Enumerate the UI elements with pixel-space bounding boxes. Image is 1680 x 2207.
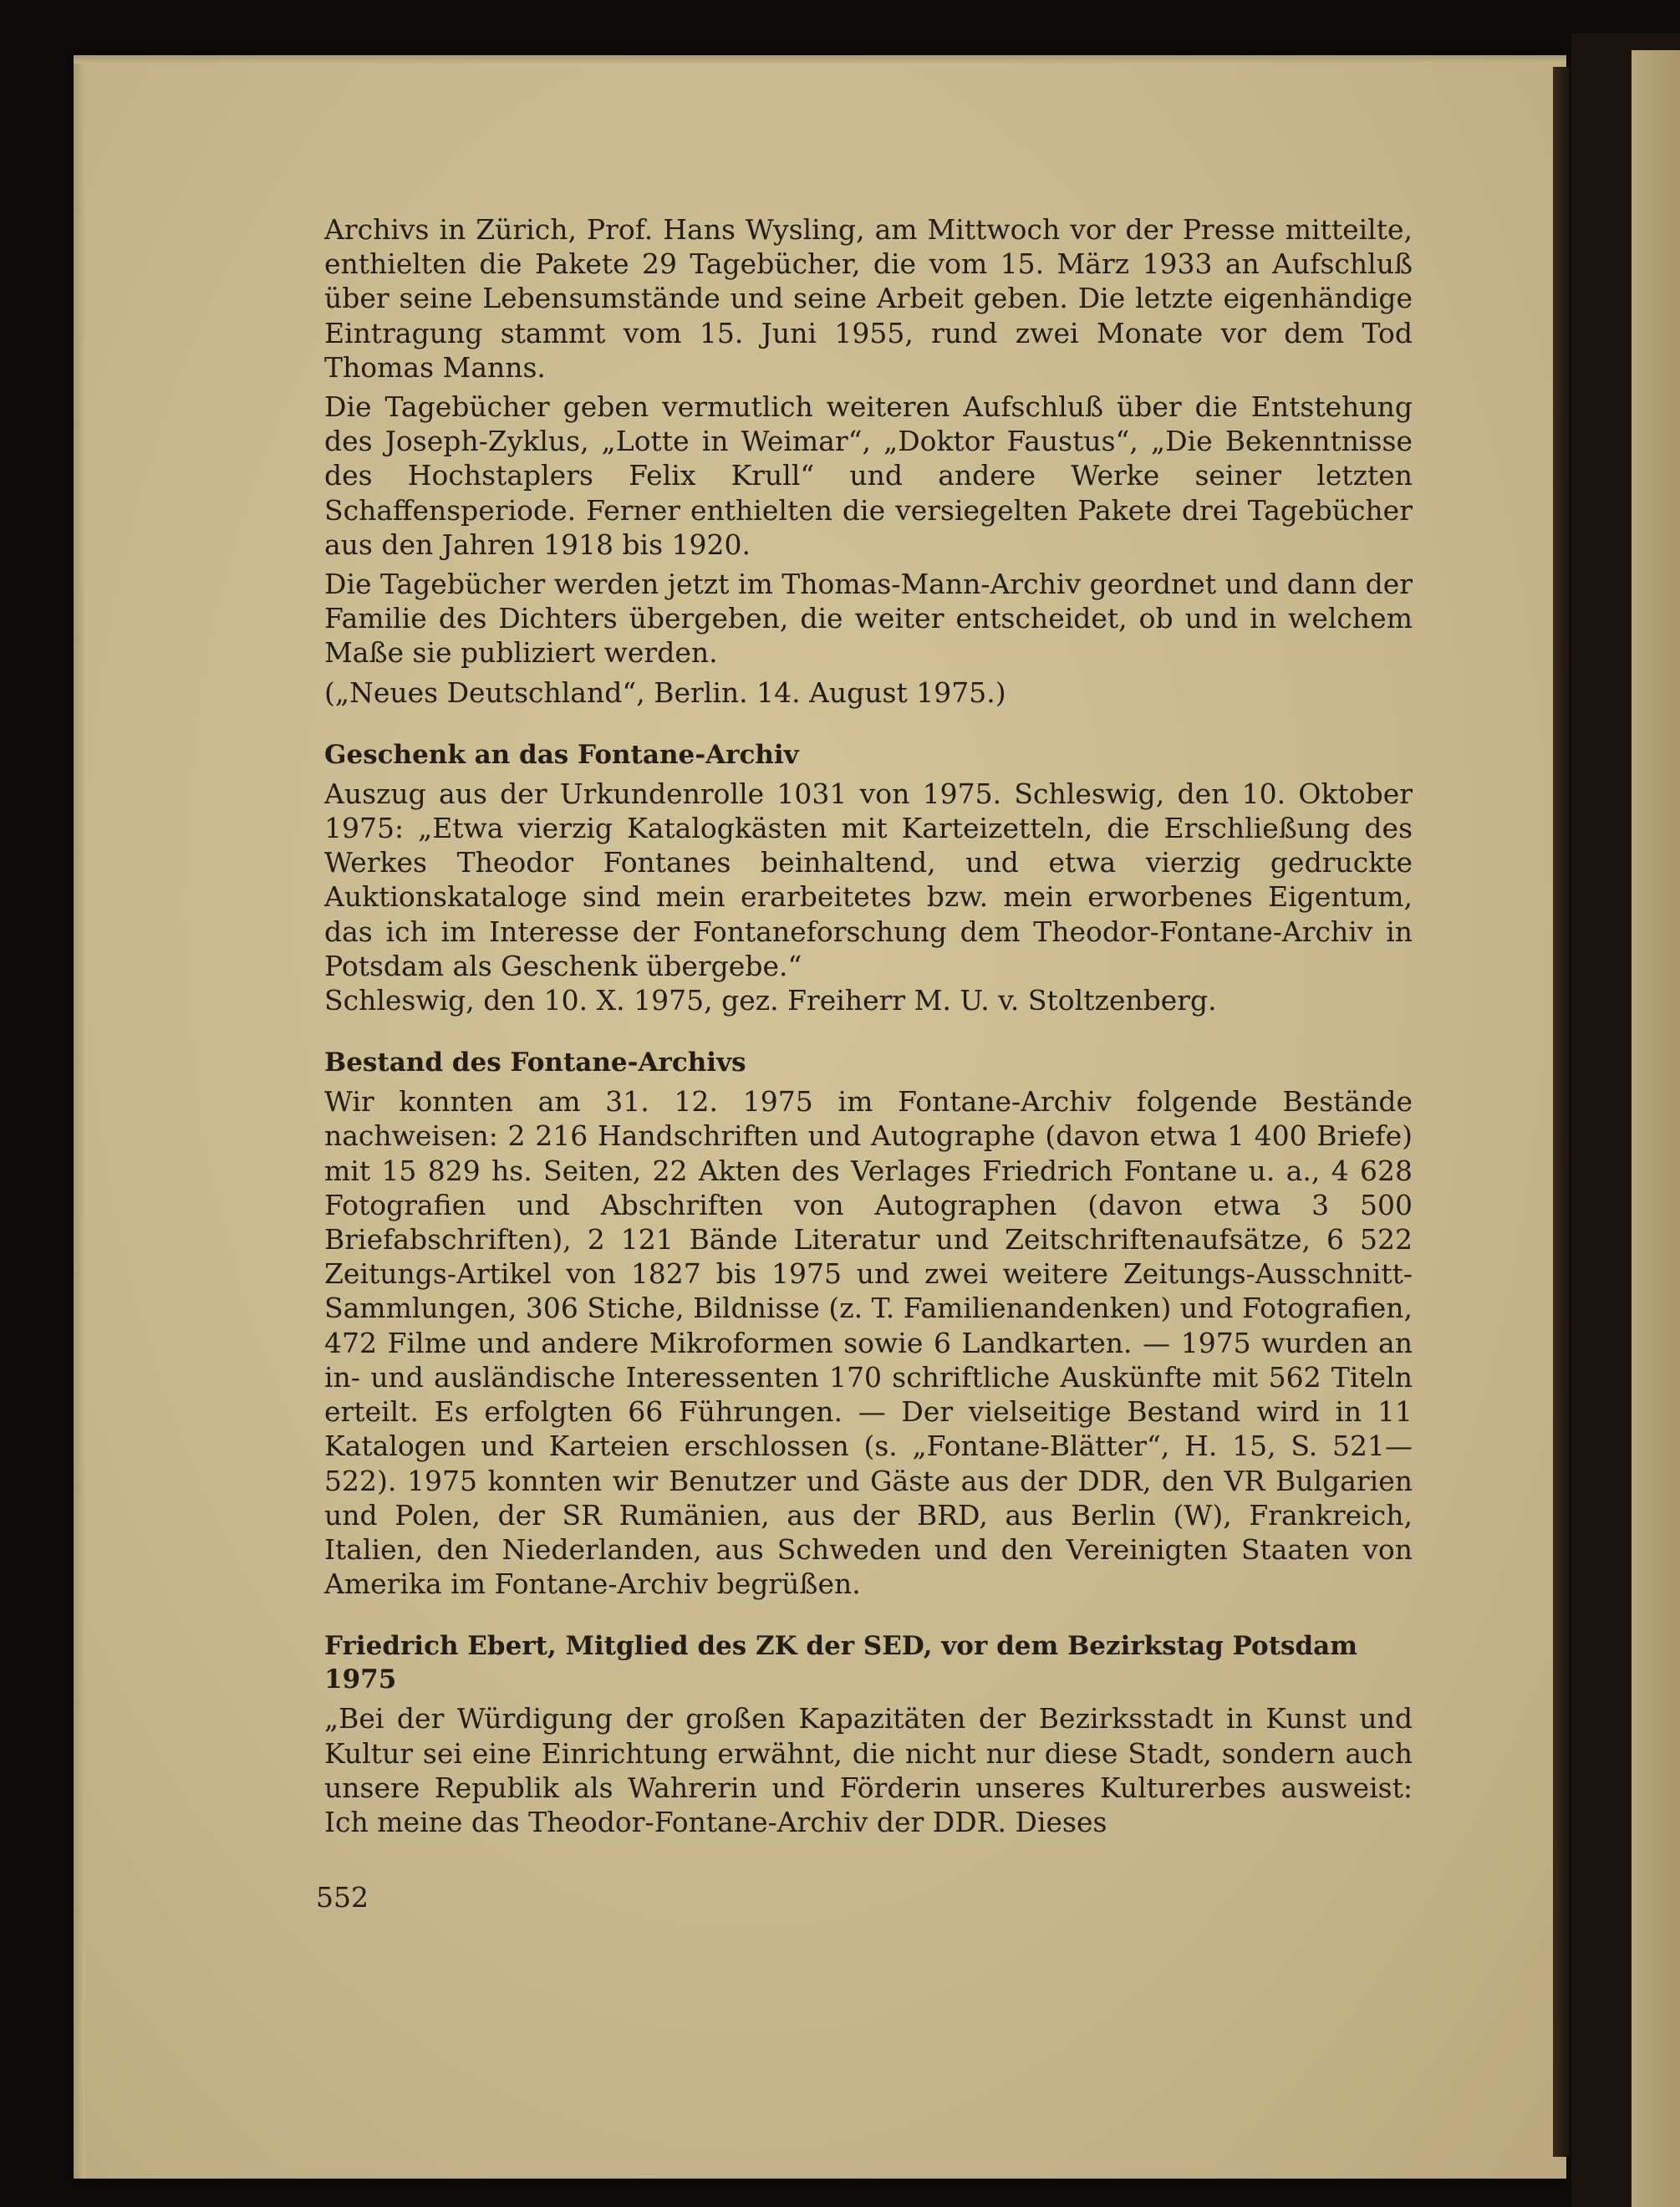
heading-ebert: Friedrich Ebert, Mitglied des ZK der SED, vor dem Bezirkstag Potsdam 1975 (324, 1631, 1358, 1695)
paragraph-intro-2: Die Tagebücher geben vermutlich weiteren Aufschluß über die Entstehung des Joseph-Zyklus, „Lotte in Weimar“, „Doktor Faustus“, „Die Bekenntnisse des Hochstaplers Felix Krull“ und andere Werke seiner letzten Schaffensperiode. Ferner enthielten die versiegelten Pakete drei Tagebücher aus den Jahren 1918 bis 1920. (324, 390, 1413, 561)
paragraph-geschenk: Auszug aus der Urkundenrolle 1031 von 1975. Schleswig, den 10. Oktober 1975: „Etwa vierzig Katalogkästen mit Karteizetteln, die Erschließung des Werkes Theodor Fontanes beinhaltend, und etwa vierzig gedruckte Auktionskataloge sind mein erarbeitetes bzw. mein erworbenes Eigentum, das ich im Interesse der Fontaneforschung dem Theodor-Fontane-Archiv in Potsdam als Geschenk übergebe.“ (324, 777, 1413, 982)
book-spine-shadow (1553, 67, 1570, 2157)
heading-geschenk: Geschenk an das Fontane-Archiv (324, 739, 799, 770)
paragraph-intro-1: Archivs in Zürich, Prof. Hans Wysling, am Mittwoch vor der Presse mitteilte, enthielten die Pakete 29 Tagebücher, die vom 15. März 1933 an Aufschluß über seine Lebensumstände und seine Arbeit geben. Die letzte eigenhändige Eintragung stammt vom 15. Juni 1955, rund zwei Monate vor dem Tod Thomas Manns. (324, 213, 1413, 384)
paragraph-geschenk-signature: Schleswig, den 10. X. 1975, gez. Freiherr M. U. v. Stoltzenberg. (324, 984, 1217, 1017)
page-number: 552 (316, 1881, 369, 1914)
paragraph-intro-3: Die Tagebücher werden jetzt im Thomas-Mann-Archiv geordnet und dann der Familie des Dichters übergeben, die weiter entscheidet, ob und in welchem Maße sie publiziert werden. (324, 568, 1413, 670)
page-left-edge (74, 55, 85, 2179)
paragraph-bestand: Wir konnten am 31. 12. 1975 im Fontane-Archiv folgende Bestände nachweisen: 2 216 Handschriften und Autographe (davon etwa 1 400 Briefe) mit 15 829 hs. Seiten, 22 Akten des Verlages Friedrich Fontane u. a., 4 628 Fotografien und Abschriften von Autographen (davon etwa 3 500 Briefabschriften), 2 121 Bände Literatur und Zeitschriftenaufsätze, 6 522 Zeitungs-Artikel von 1827 bis 1975 und zwei weitere Zeitungs-Ausschnitt-Sammlungen, 306 Stiche, Bildnisse (z. T. Familienandenken) und Fotografien, 472 Filme und andere Mikroformen sowie 6 Landkarten. — 1975 wurden an in- und ausländische Interessenten 170 schriftliche Auskünfte mit 562 Titeln erteilt. Es erfolgten 66 Führungen. — Der vielseitige Bestand wird in 11 Katalogen und Karteien erschlossen (s. „Fontane-Blätter“, H. 15, S. 521—522). 1975 konnten wir Benutzer und Gäste aus der DDR, den VR Bulgarien und Polen, der SR Rumänien, aus der BRD, aus Berlin (W), Frankreich, Italien, den Niederlanden, aus Schweden und den Vereinigten Staaten von Amerika im Fontane-Archiv begrüßen. (324, 1085, 1413, 1601)
page-text (324, 212, 1413, 1844)
page-top-edge (74, 55, 1566, 64)
source-citation: („Neues Deutschland“, Berlin. 14. August 1975.) (324, 675, 1006, 709)
heading-bestand: Bestand des Fontane-Archivs (324, 1047, 746, 1078)
next-page-strip (1632, 50, 1680, 2207)
paragraph-ebert: „Bei der Würdigung der großen Kapazitäten der Bezirksstadt in Kunst und Kultur sei eine Einrichtung erwähnt, die nicht nur diese Stadt, sondern auch unsere Republik als Wahrerin und Förderin unseres Kulturerbes ausweist: Ich meine das Theodor-Fontane-Archiv der DDR. Dieses (324, 1702, 1413, 1838)
